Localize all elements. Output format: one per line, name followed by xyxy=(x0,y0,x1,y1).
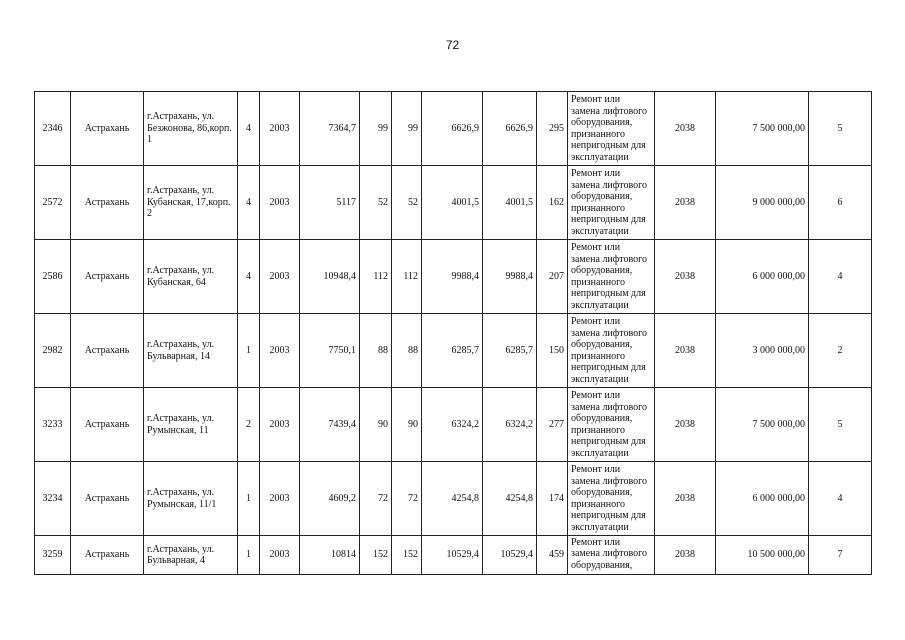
house-id: 3233 xyxy=(35,388,71,462)
work-type xyxy=(568,462,655,536)
plan-year: 2038 xyxy=(655,166,716,240)
area-b: 9988,4 xyxy=(483,240,537,314)
value-2: 72 xyxy=(392,462,422,536)
total-area: 7439,4 xyxy=(300,388,360,462)
cost: 6 000 000,00 xyxy=(716,462,809,536)
area-a: 4001,5 xyxy=(422,166,483,240)
build-year: 2003 xyxy=(260,166,300,240)
address: г.Астрахань, ул. Кубанская, 17,корп. 2 xyxy=(144,166,238,240)
value-2: 90 xyxy=(392,388,422,462)
area-a: 6626,9 xyxy=(422,92,483,166)
plan-year: 2038 xyxy=(655,388,716,462)
cost: 6 000 000,00 xyxy=(716,240,809,314)
count: 2 xyxy=(809,314,872,388)
plan-year: 2038 xyxy=(655,240,716,314)
area-b: 6285,7 xyxy=(483,314,537,388)
total-area: 4609,2 xyxy=(300,462,360,536)
value-2: 52 xyxy=(392,166,422,240)
cost: 10 500 000,00 xyxy=(716,536,809,575)
total-area: 5117 xyxy=(300,166,360,240)
work-type-text: Ремонт или замена лифтового оборудования, признанного непригодным для эксплуатации xyxy=(571,316,648,385)
work-type xyxy=(568,240,655,314)
value-1: 90 xyxy=(360,388,392,462)
table-row xyxy=(35,166,872,240)
work-type-text: Ремонт или замена лифтового оборудования, признанного непригодным для эксплуатации xyxy=(571,94,648,163)
cost: 9 000 000,00 xyxy=(716,166,809,240)
count: 4 xyxy=(809,240,872,314)
floors: 1 xyxy=(238,536,260,575)
area-b: 4254,8 xyxy=(483,462,537,536)
residents: 174 xyxy=(537,462,568,536)
plan-year: 2038 xyxy=(655,92,716,166)
build-year: 2003 xyxy=(260,388,300,462)
work-type-text: Ремонт или замена лифтового оборудования, признанного непригодным для эксплуатации xyxy=(571,242,648,311)
table-row xyxy=(35,462,872,536)
count: 4 xyxy=(809,462,872,536)
build-year: 2003 xyxy=(260,536,300,575)
table-row xyxy=(35,240,872,314)
total-area: 7364,7 xyxy=(300,92,360,166)
work-type xyxy=(568,314,655,388)
area-b: 6626,9 xyxy=(483,92,537,166)
plan-year: 2038 xyxy=(655,314,716,388)
work-type xyxy=(568,92,655,166)
city: Астрахань xyxy=(71,314,144,388)
floors: 1 xyxy=(238,314,260,388)
address: г.Астрахань, ул. Кубанская, 64 xyxy=(144,240,238,314)
work-type-text: Ремонт или замена лифтового оборудования, признанного непригодным для эксплуатации xyxy=(571,390,648,459)
city: Астрахань xyxy=(71,462,144,536)
house-id: 2586 xyxy=(35,240,71,314)
area-a: 10529,4 xyxy=(422,536,483,575)
build-year: 2003 xyxy=(260,240,300,314)
city: Астрахань xyxy=(71,388,144,462)
residents: 162 xyxy=(537,166,568,240)
cost: 7 500 000,00 xyxy=(716,388,809,462)
address: г.Астрахань, ул. Бульварная, 14 xyxy=(144,314,238,388)
residents: 277 xyxy=(537,388,568,462)
city: Астрахань xyxy=(71,92,144,166)
address: г.Астрахань, ул. Румынская, 11 xyxy=(144,388,238,462)
cost: 7 500 000,00 xyxy=(716,92,809,166)
value-1: 112 xyxy=(360,240,392,314)
value-1: 72 xyxy=(360,462,392,536)
build-year: 2003 xyxy=(260,314,300,388)
table-row xyxy=(35,536,872,575)
value-2: 112 xyxy=(392,240,422,314)
work-type xyxy=(568,536,655,575)
value-2: 88 xyxy=(392,314,422,388)
area-a: 9988,4 xyxy=(422,240,483,314)
value-1: 152 xyxy=(360,536,392,575)
city: Астрахань xyxy=(71,240,144,314)
floors: 4 xyxy=(238,240,260,314)
city: Астрахань xyxy=(71,166,144,240)
cost: 3 000 000,00 xyxy=(716,314,809,388)
count: 6 xyxy=(809,166,872,240)
build-year: 2003 xyxy=(260,92,300,166)
area-a: 6324,2 xyxy=(422,388,483,462)
value-2: 152 xyxy=(392,536,422,575)
value-1: 52 xyxy=(360,166,392,240)
page-number: 72 xyxy=(445,38,460,52)
count: 5 xyxy=(809,92,872,166)
table-row xyxy=(35,388,872,462)
floors: 4 xyxy=(238,92,260,166)
address: г.Астрахань, ул. Румынская, 11/1 xyxy=(144,462,238,536)
work-type-text: Ремонт или замена лифтового оборудования, признанного непригодным для эксплуатации xyxy=(571,464,648,533)
total-area: 10814 xyxy=(300,536,360,575)
house-id: 2982 xyxy=(35,314,71,388)
residents: 295 xyxy=(537,92,568,166)
area-a: 6285,7 xyxy=(422,314,483,388)
area-b: 6324,2 xyxy=(483,388,537,462)
residents: 207 xyxy=(537,240,568,314)
address: г.Астрахань, ул. Безжонова, 86,корп. 1 xyxy=(144,92,238,166)
count: 7 xyxy=(809,536,872,575)
total-area: 7750,1 xyxy=(300,314,360,388)
address: г.Астрахань, ул. Бульварная, 4 xyxy=(144,536,238,575)
floors: 4 xyxy=(238,166,260,240)
value-1: 88 xyxy=(360,314,392,388)
house-id: 2346 xyxy=(35,92,71,166)
value-2: 99 xyxy=(392,92,422,166)
count: 5 xyxy=(809,388,872,462)
total-area: 10948,4 xyxy=(300,240,360,314)
capital-repair-table xyxy=(34,91,872,575)
city: Астрахань xyxy=(71,536,144,575)
plan-year: 2038 xyxy=(655,462,716,536)
house-id: 3234 xyxy=(35,462,71,536)
work-type-text: Ремонт или замена лифтового оборудования, признанного непригодным для эксплуатации xyxy=(571,168,648,237)
plan-year: 2038 xyxy=(655,536,716,575)
area-b: 10529,4 xyxy=(483,536,537,575)
residents: 459 xyxy=(537,536,568,575)
value-1: 99 xyxy=(360,92,392,166)
area-a: 4254,8 xyxy=(422,462,483,536)
work-type xyxy=(568,388,655,462)
house-id: 3259 xyxy=(35,536,71,575)
build-year: 2003 xyxy=(260,462,300,536)
work-type xyxy=(568,166,655,240)
residents: 150 xyxy=(537,314,568,388)
table-row xyxy=(35,314,872,388)
floors: 2 xyxy=(238,388,260,462)
area-b: 4001,5 xyxy=(483,166,537,240)
work-type-text: Ремонт или замена лифтового оборудования, xyxy=(571,536,648,571)
house-id: 2572 xyxy=(35,166,71,240)
table-row xyxy=(35,92,872,166)
floors: 1 xyxy=(238,462,260,536)
